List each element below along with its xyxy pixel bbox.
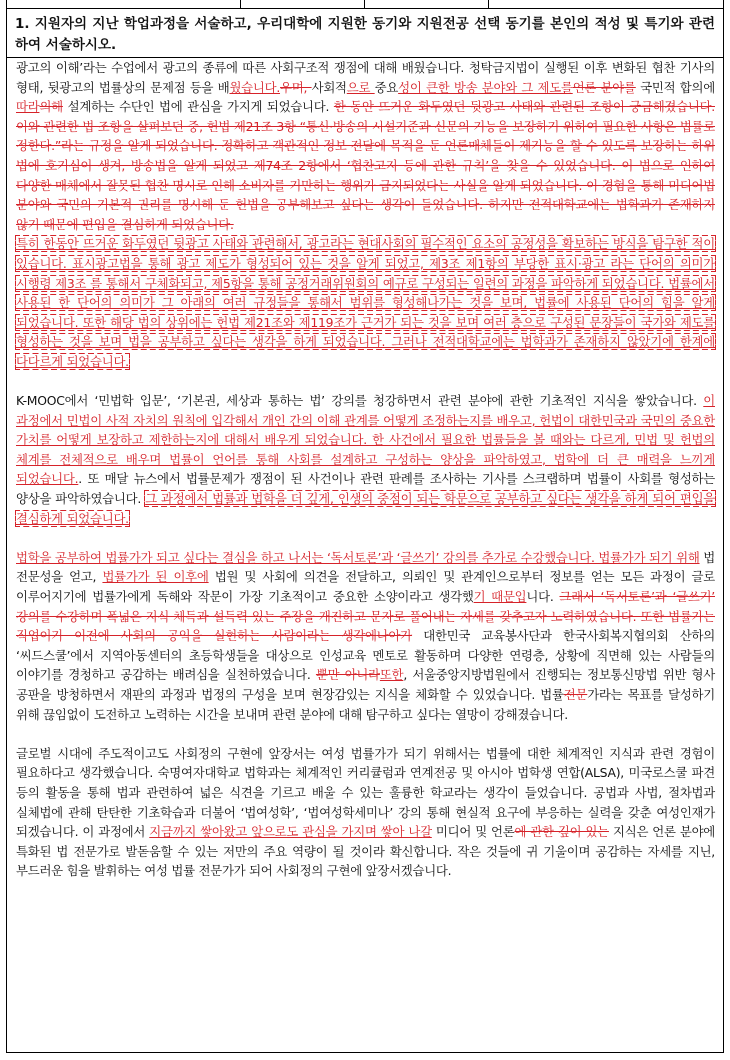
text-run: K-MOOC에서 ‘민법학 입문’, ‘기본권, 세상과 통하는 법’ 강의를 청강하면서 관련 분야에 관한 기초적인 지식을 쌓았습니다. bbox=[16, 393, 704, 409]
header-cell bbox=[240, 0, 365, 8]
text-run: 가라는 목표를 달성하기 위해 끊임없이 도전하고 노력하는 시간을 보내며 관련 분야에 대해 탐구하고 싶다는 열망이 강해졌습니다. bbox=[16, 687, 715, 722]
text-run: 미디어 및 언론 bbox=[431, 824, 515, 840]
essay-form bbox=[6, 0, 724, 1053]
answer-paragraph bbox=[16, 58, 715, 234]
deleted-text: 에 관한 깊이 있는 bbox=[514, 824, 609, 840]
text-run: 글로벌 시대에 주도적이고도 사회정의 구현에 앞장서는 여성 법률가가 되기 위해서는 법률에 대한 체계적인 지식과 관련 경험이 필요하다고 생각했습니다. 숙명여자대학교 법학과는 체계적인 커리큘럼과 연계전공 및 아시아 법학생 연합(ALSA), 미국로스쿨 파견 등의 활동을 통해 법과 관련하여 넓은 식견을 기르고 배울 수 있는 훌륭한 학교라는 생각이 들었습니다. 공법과 사법, 절차법과 실체법에 관해 탄탄한 기초학습과 더불어 ‘법여성학’, ‘법여성학세미나’ 강의 통해 현실적 요구에 부응하는 실력을 갖춘 여성인재가 되겠습니다. 이 과정에서 bbox=[16, 745, 715, 840]
inserted-text: 이 과정에서 민법이 사적 자치의 원칙에 입각해서 개인 간의 이해 관계를 어떻게 조정하는지를 배우고, 헌법이 대한민국과 국민의 중요한 가치를 어떻게 보장하고 제한하는지에 대해서 배우게 되었습니다. 한 사건에서 필요한 법률들을 볼 때와는 다르게, 민법 및 헌법의 체계를 전체적으로 배우며 법률이 언어를 통해 사회를 설계하고 구성하는 양상을 파악하였고, 법학에 더 큰 매력을 느끼게 되었습니다. bbox=[16, 393, 715, 487]
question-prompt: 1. 지원자의 지난 학업과정을 서술하고, 우리대학에 지원한 동기와 지원전공 선택 동기를 본인의 적성 및 특기와 관련하여 서술하시오. bbox=[15, 16, 715, 53]
deleted-text: 우며, bbox=[280, 79, 312, 95]
inserted-text: 법학을 공부하여 법률가가 되고 싶다는 결심을 하고 나서는 ‘독서토론’과 ‘글쓰기’ 강의를 추가로 수강했습니다. 법률가가 되기 위해 bbox=[16, 549, 700, 565]
text-run: 대 bbox=[411, 628, 435, 644]
inserted-text: 따라 bbox=[16, 99, 40, 115]
text-run: 법원 및 사회에 의견을 전달하고, 의뢰인 및 관계인으로부터 정보를 얻는 모든 과정이 글로 이루어지기에 법률가에게 독해와 작문이 가장 기초적이고 중요한 소양이라고 생각했 bbox=[16, 569, 715, 605]
inserted-text-block: 특히 한동안 뜨거운 화두였던 뒷광고 사태와 관련해서, 광고라는 현대사회의 필수적인 요소의 공정성을 확보하는 방식을 탐구한 적이 있습니다. 표시광고법을 통해 광고 제도가 형성되어 있는 것을 알게 되었고, 제3조 제1항의 부당한 표시·광고 라는 단어의 의미가 시행령 제3조 를 통해서 구체화되고, 제5항을 통해 공정거래위원회의 예규로 구성되는 일련의 과정을 파악하게 되었습니다. 법률에서 사용된 한 단어의 의미가 그 아래의 여러 규정들을 통해서 범위를 형성해나가는 것을 보며, 법률에 사용된 단어의 힘을 알게 되었습니다. 또한 해당 법의 상위에는 헌법 제21조와 제119조가 근거가 되는 것을 보며 여러 층으로 구성된 문장들이 국가와 제도를 형성하는 것을 보며 법을 공부하고 싶다는 생각을 하게 되었습니다. 그러나 전적대학교에는 법학과가 존재하지 않았기에 한계에 다다르게 되었습니다. bbox=[16, 236, 715, 369]
text-run: 니다. bbox=[526, 589, 560, 605]
inserted-text: 또한 bbox=[379, 667, 404, 683]
deleted-text: 언론 분야를 bbox=[572, 79, 636, 95]
inserted-text: 법률가가 된 이후에 bbox=[102, 569, 209, 585]
text-run: 지식은 언론 분야에 특화된 법 전문가로 발돋움할 수 있는 저만의 주요 역량이 될 것이라 확신합니다. 작은 것들에 귀 기울이며 공감하는 자세를 지닌, 부드러운 힘을 발휘하는 여성 법률 전문가가 되어 사회정의 구현에 앞장서겠습니다. bbox=[16, 824, 716, 879]
inserted-text: 지금까지 쌓아왔고 앞으로도 관심을 가지며 쌓아 나갈 bbox=[149, 824, 432, 840]
text-run: 중요 bbox=[374, 79, 399, 95]
inserted-text: 기 때문입 bbox=[473, 589, 527, 605]
answer-paragraph bbox=[16, 744, 715, 881]
answer-paragraph bbox=[16, 548, 715, 724]
answer-paragraph bbox=[16, 234, 715, 371]
text-run: . 또 매달 뉴스에서 법률문제가 쟁점이 된 사건이나 관련 판례를 조사하는 기사를 스크랩하며 법률이 사회를 형성하는 양상을 파악하였습니다. bbox=[16, 471, 715, 507]
header-cell bbox=[7, 0, 241, 8]
text-run: , 서울중앙지방법원에서 진행되는 정보통신망법 위반 형사 공판을 방청하면서 재판의 과정과 법정의 구성을 보며 현장감있는 지식을 체화할 수 있었습니다. 법률 bbox=[16, 667, 715, 702]
deleted-text: 뿐만 아니라 bbox=[315, 667, 380, 683]
text-run: 청탁금지법이 실행된 이후 변화된 협찬 기사의 형태, 뒷광고의 법률상의 문제점 등을 배 bbox=[16, 60, 715, 95]
deleted-text: 그래서 ‘독서토론’과 ‘글쓰기’ 강의를 수강하며 폭넓은 지식 체득과 설득력 있는 주장을 개진하고 문자로 풀어내는 자세를 갖추고자 노력하였습니다. 또한 법률가는 직업이기 이전에 사회의 공익을 실현하는 사람이라는 생각에 bbox=[16, 589, 715, 644]
inserted-text: 성이 큰한 방송 분야와 그 제도를 bbox=[398, 79, 573, 95]
inserted-text: 웠습니다. bbox=[229, 79, 281, 95]
paragraph-gap bbox=[16, 528, 715, 548]
header-cell bbox=[364, 0, 489, 8]
text-run: 법 전문성을 얻고, bbox=[16, 549, 715, 585]
text-run: 한민국 교육봉사단과 한국사회복지협의회 산하의 ‘씨드스쿨’에서 지역아동센터의 초등학생들을 대상으로 인성교육 멘토로 활동하며 다양한 연령층, 상황에 직면해 있는 사람들의 이야기를 경청하고 공감하는 배려심을 실천하였습니다. bbox=[16, 628, 715, 683]
deleted-text: 한 동안 뜨거운 화두였던 뒷광고 사태와 관련된 조항이 궁금해졌습니다. 이와 관련한 법 조항을 살펴보던 중, 헌법 제21조 3항 “통신·방송의 시설기준과 신문의 기능을 보장하기 위하여 필요한 사항은 법률로 정한다.”라는 규정을 알게 되었습니다. 정확하고 객관적인 정보 전달에 목적을 둔 언론매체들이 제기능을 할 수 있도록 보장하는 하위 법에 호기심이 생겨, 방송법을 알게 되었고 제74조 2항에서 ‘협찬고지 등에 관한 규칙’을 찾을 수 있었습니다. 이 법으로 인하여 다양한 매체에서 잘못된 협찬 명시로 인해 소비자를 기만하는 행위가 금지되었다는 사실을 알게 되었습니다. 이 경험을 통해 미디어법 분야와 국민의 기본적 권리를 명시해 둔 헌법을 공부해보고 싶다는 생각이 들었습니다. 하지만 전적대학교에는 법학과가 존재하지 않기 때문에 편입을 결심하게 되었습니다. bbox=[16, 99, 715, 232]
header-table-row bbox=[7, 0, 723, 9]
paragraph-gap bbox=[16, 372, 715, 392]
deleted-text: 나아가 bbox=[376, 628, 412, 644]
text-run: 사회적 bbox=[311, 79, 347, 95]
paragraph-gap bbox=[16, 724, 715, 744]
inserted-text-block: 그 과정에서 법률과 법학을 더 깊게, 인생의 중점이 되는 학문으로 공부하고 싶다는 생각을 하게 되어 편입을 결심하게 되었습니다. bbox=[16, 491, 716, 526]
answer-paragraph bbox=[16, 391, 715, 528]
deleted-text: 전문 bbox=[563, 687, 588, 702]
inserted-text: 으로 bbox=[346, 79, 375, 95]
text-run: 국민적 합의에 bbox=[635, 79, 715, 95]
deleted-text: 의해 bbox=[39, 99, 63, 115]
answer-body[interactable] bbox=[16, 58, 715, 881]
text-run: 광고의 이해’라는 수업에서 광고의 종류에 따른 사회구조적 쟁점에 대해 배웠습니다. bbox=[16, 60, 469, 75]
text-run: 설계하는 수단인 법에 관심을 가지게 되었습니다. bbox=[62, 99, 334, 115]
